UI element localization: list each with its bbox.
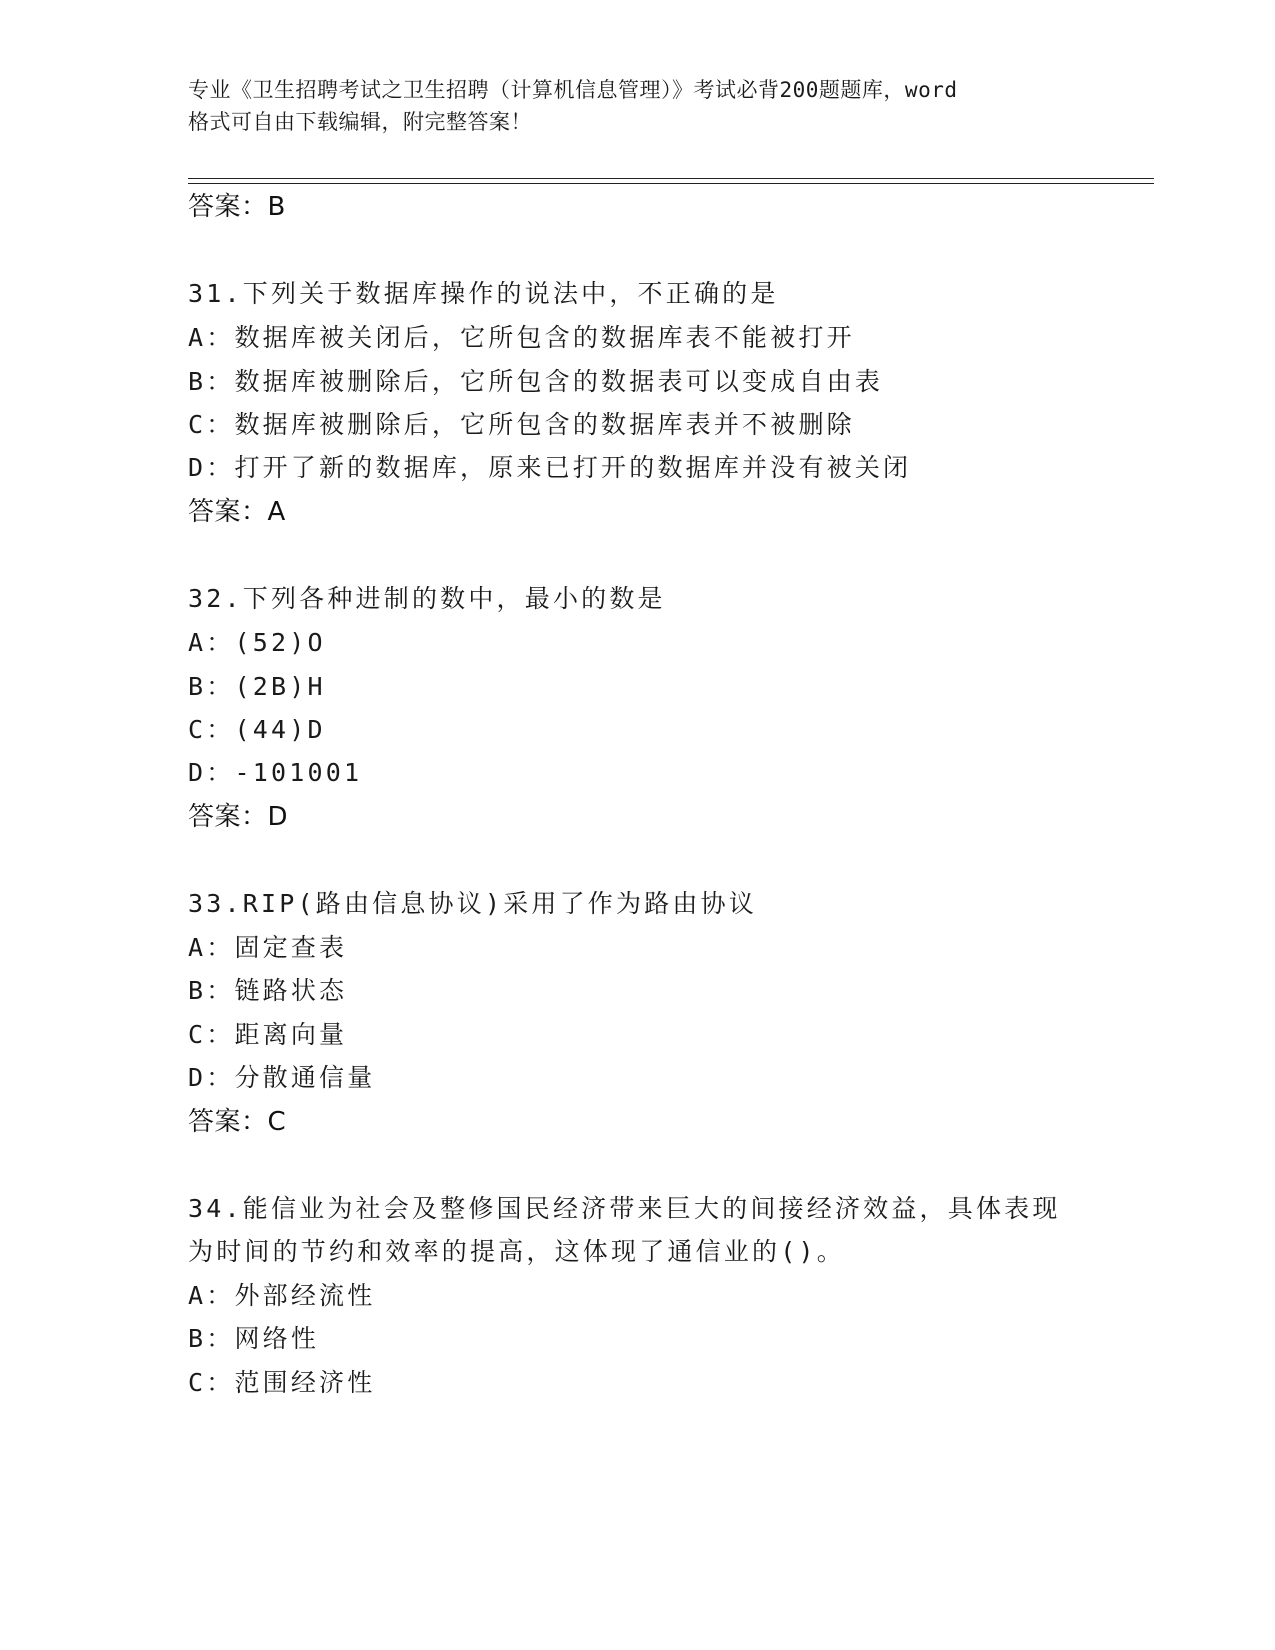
question-33-text: 33.RIP(路由信息协议)采用了作为路由协议 <box>188 889 758 918</box>
question-33-option-c: C：距离向量 <box>188 1020 348 1049</box>
header-line-2: 格式可自由下载编辑，附完整答案！ <box>188 110 532 134</box>
question-31-text: 31.下列关于数据库操作的说法中，不正确的是 <box>188 279 779 308</box>
question-34-option-b: B：网络性 <box>188 1324 320 1353</box>
question-32-option-a: A：(52)O <box>188 628 326 657</box>
question-34-text-line-1: 34.能信业为社会及整修国民经济带来巨大的间接经济效益，具体表现 <box>188 1194 1061 1223</box>
question-32-text: 32.下列各种进制的数中，最小的数是 <box>188 584 666 613</box>
question-31-option-b: B：数据库被删除后，它所包含的数据表可以变成自由表 <box>188 367 884 396</box>
question-34-text-line-2: 为时间的节约和效率的提高，这体现了通信业的()。 <box>188 1237 845 1266</box>
question-33-answer: 答案：C <box>188 1107 287 1137</box>
question-31-answer: 答案：A <box>188 497 286 527</box>
question-32-answer: 答案：D <box>188 802 289 832</box>
header-divider-bottom <box>188 183 1154 184</box>
question-34-option-a: A：外部经流性 <box>188 1281 376 1310</box>
question-31-option-a: A：数据库被关闭后，它所包含的数据库表不能被打开 <box>188 323 855 352</box>
question-31-option-d: D：打开了新的数据库，原来已打开的数据库并没有被关闭 <box>188 453 912 482</box>
question-32-option-b: B：(2B)H <box>188 672 326 701</box>
answer-prev: 答案：B <box>188 192 286 222</box>
question-31-option-c: C：数据库被删除后，它所包含的数据库表并不被删除 <box>188 410 855 439</box>
header-divider-top <box>188 178 1154 179</box>
question-32-option-c: C：(44)D <box>188 715 326 744</box>
document-header <box>188 74 1088 138</box>
question-33-option-b: B：链路状态 <box>188 976 348 1005</box>
question-33-option-a: A：固定查表 <box>188 933 348 962</box>
question-33-option-d: D：分散通信量 <box>188 1063 376 1092</box>
question-32-option-d: D：-101001 <box>188 758 363 787</box>
question-34-option-c: C：范围经济性 <box>188 1368 376 1397</box>
header-line-1: 专业《卫生招聘考试之卫生招聘（计算机信息管理）》考试必背200题题库，word <box>188 78 958 102</box>
